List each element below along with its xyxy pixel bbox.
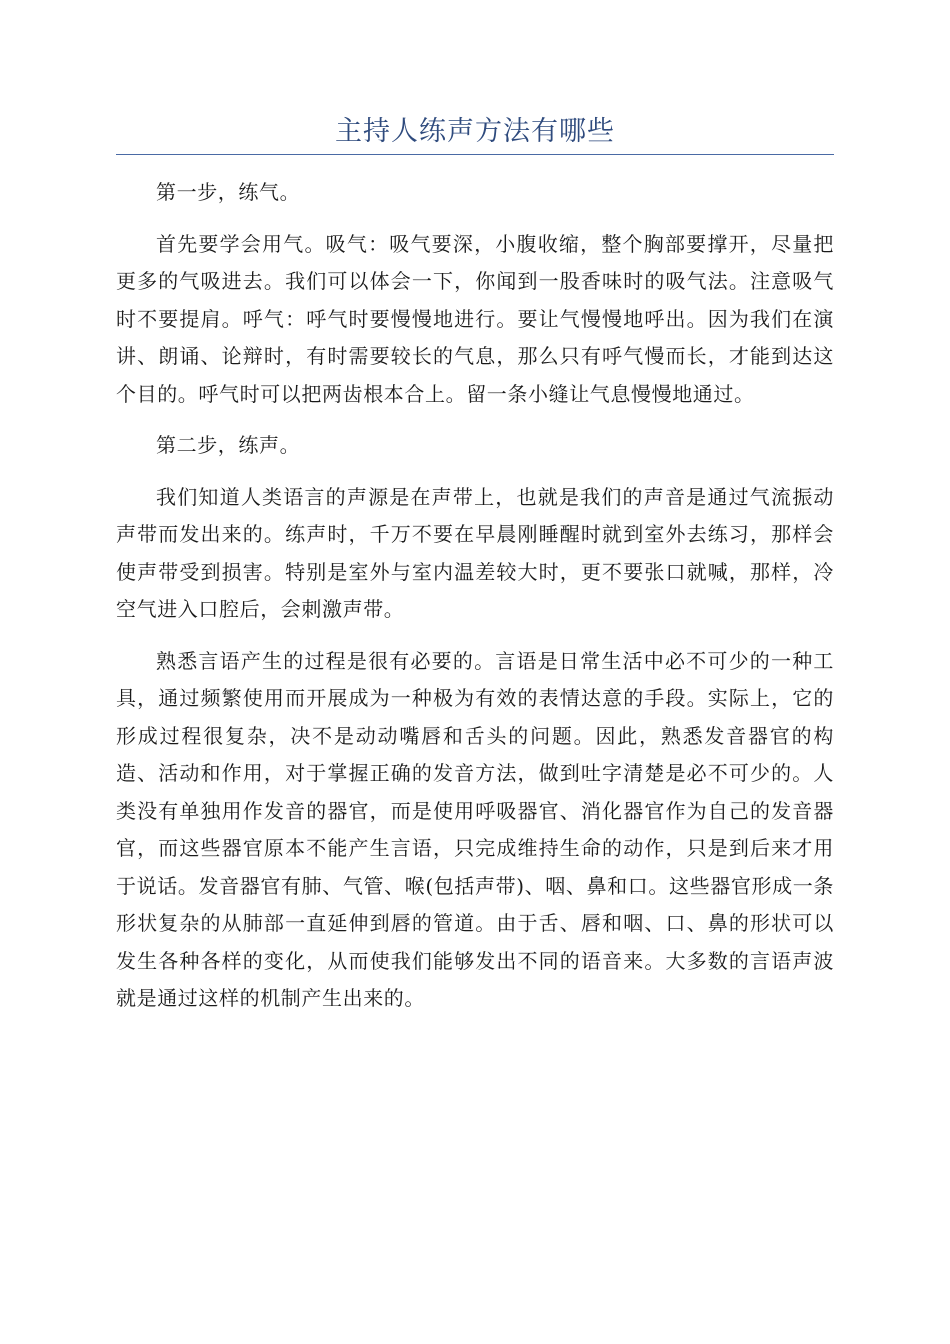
document-body [116, 174, 834, 1032]
page-title: 主持人练声方法有哪些 [335, 116, 615, 147]
paragraph-breathing: 首先要学会用气。吸气：吸气要深，小腹收缩，整个胸部要撑开，尽量把更多的气吸进去。我们可以体会一下，你闻到一股香味时的吸气法。注意吸气时不要提肩。呼气：呼气时要慢慢地进行。要让气慢慢地呼出。因为我们在演讲、朗诵、论辩时，有时需要较长的气息，那么只有呼气慢而长，才能到达这个目的。呼气时可以把两齿根本合上。留一条小缝让气息慢慢地通过。 [116, 231, 834, 406]
paragraph-step-one-heading: 第一步，练气。 [156, 180, 301, 204]
paragraph-voice-source: 我们知道人类语言的声源是在声带上，也就是我们的声音是通过气流振动声带而发出来的。练声时，千万不要在早晨刚睡醒时就到室外去练习，那样会使声带受到损害。特别是室外与室内温差较大时，更不要张口就喊，那样，冷空气进入口腔后，会刺激声带。 [116, 484, 834, 621]
paragraph-speech-organs: 熟悉言语产生的过程是很有必要的。言语是日常生活中必不可少的一种工具，通过频繁使用而开展成为一种极为有效的表情达意的手段。实际上，它的形成过程很复杂，决不是动动嘴唇和舌头的问题。因此，熟悉发音器官的构造、活动和作用，对于掌握正确的发音方法，做到吐字清楚是必不可少的。人类没有单独用作发音的器官，而是使用呼吸器官、消化器官作为自己的发音器官，而这些器官原本不能产生言语，只完成维持生命的动作，只是到后来才用于说话。发音器官有肺、气管、喉(包括声带)、咽、鼻和口。这些器官形成一条形状复杂的从肺部一直延伸到唇的管道。由于舌、唇和咽、口、鼻的形状可以发生各种各样的变化，从而使我们能够发出不同的语音来。大多数的言语声波就是通过这样的机制产生出来的。 [116, 648, 834, 1010]
paragraph-step-two-heading: 第二步，练声。 [156, 433, 301, 457]
title-underline [116, 154, 834, 155]
